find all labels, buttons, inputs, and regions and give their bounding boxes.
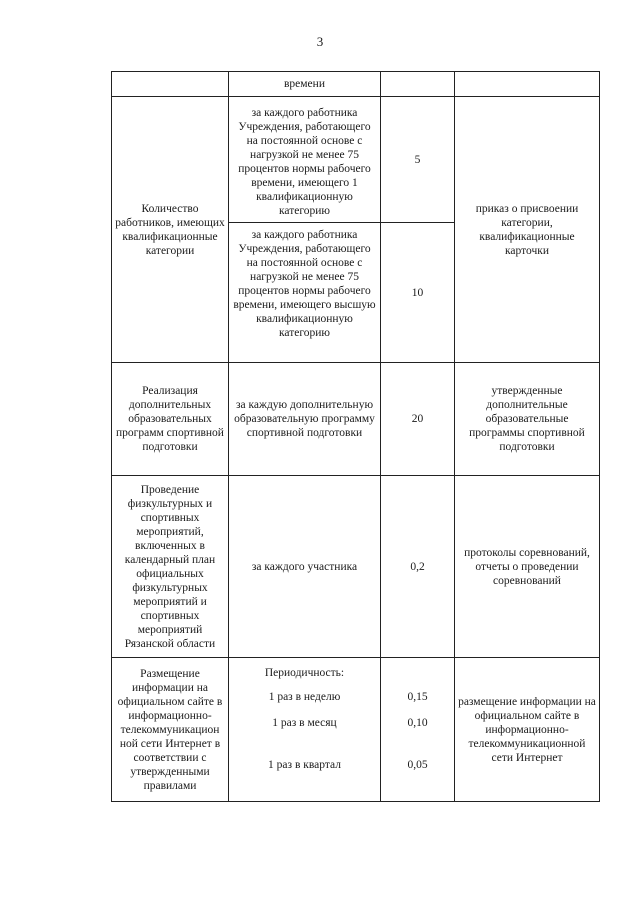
points-cell: [381, 658, 455, 802]
points-quarterly: 0,05: [407, 759, 428, 771]
criteria-table: [111, 71, 600, 802]
period-quarterly: 1 раз в квартал: [268, 759, 341, 771]
document-cell: протоколы соревнований, отчеты о проведении соревнований: [455, 476, 600, 658]
points-cell: 10: [381, 223, 455, 363]
criterion-cell: Количество работников, имеющих квалификационные категории: [112, 97, 229, 363]
page-number: 3: [316, 34, 324, 49]
points-cell: 20: [381, 363, 455, 476]
condition-cell: за каждую дополнительную образовательную программу спортивной подготовки: [229, 363, 381, 476]
criterion-cell: Размещение информации на официальном сайте в информационно-телекоммуникацион ной сети Интернет в соответствии с утвержденными правилами: [112, 658, 229, 802]
points-weekly: 0,15: [407, 691, 428, 703]
document-cell: размещение информации на официальном сайте в информационно-телекоммуникационной сети Интернет: [455, 658, 600, 802]
period-weekly: 1 раз в неделю: [268, 691, 341, 703]
table-cell: времени: [229, 72, 381, 97]
table-row: [112, 658, 600, 802]
table-cell: [112, 72, 229, 97]
points-monthly: 0,10: [407, 717, 428, 729]
periodicity-cell: [229, 658, 381, 802]
table-row: [112, 97, 600, 223]
table-row: [112, 476, 600, 658]
criterion-cell: Проведение физкультурных и спортивных мероприятий, включенных в календарный план официальных физкультурных мероприятий и спортивных мероприятий Рязанской области: [112, 476, 229, 658]
document-cell: утвержденные дополнительные образовательные программы спортивной подготовки: [455, 363, 600, 476]
criterion-cell: Реализация дополнительных образовательных программ спортивной подготовки: [112, 363, 229, 476]
condition-cell: за каждого работника Учреждения, работающего на постоянной основе с нагрузкой не менее 75 процентов нормы рабочего времени, имеющего 1 квалификационную категорию: [229, 97, 381, 223]
points-cell: 5: [381, 97, 455, 223]
periodicity-label: Периодичность:: [264, 667, 345, 679]
table-row: [112, 363, 600, 476]
condition-cell: за каждого работника Учреждения, работающего на постоянной основе с нагрузкой не менее 75 процентов нормы рабочего времени, имеющего высшую квалификационную категорию: [229, 223, 381, 363]
condition-cell: за каждого участника: [229, 476, 381, 658]
document-cell: приказ о присвоении категории, квалификационные карточки: [455, 97, 600, 363]
points-cell: 0,2: [381, 476, 455, 658]
table-cell: [455, 72, 600, 97]
table-row: [112, 72, 600, 97]
period-monthly: 1 раз в месяц: [272, 717, 337, 729]
table-cell: [381, 72, 455, 97]
